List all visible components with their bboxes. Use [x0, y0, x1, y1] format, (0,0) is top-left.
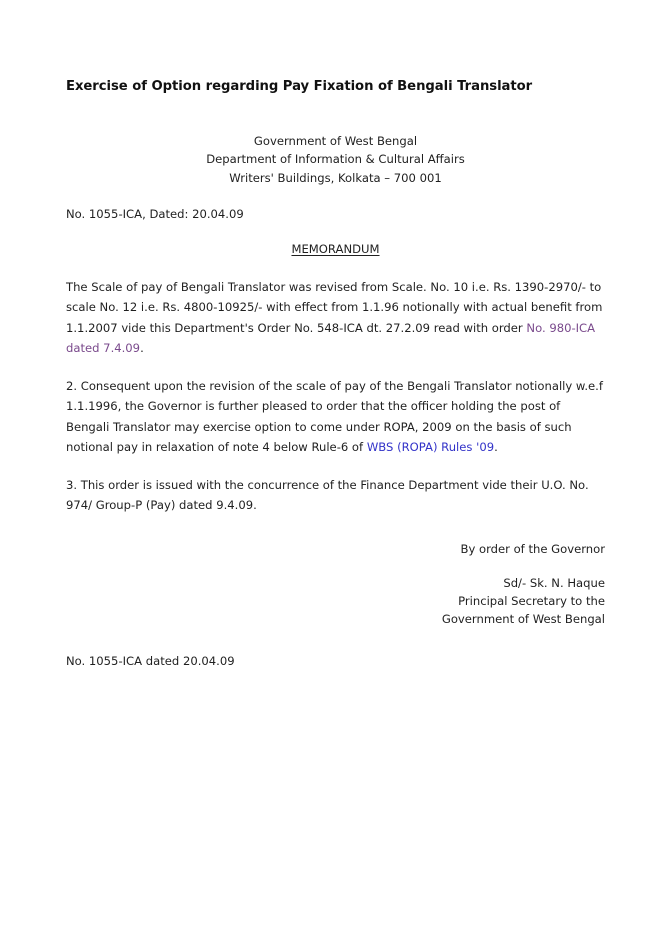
signature-spacer [66, 558, 605, 574]
paragraph-1-text-after-link: . [140, 341, 144, 356]
memo-reference-number: No. 1055-ICA, Dated: 20.04.09 [66, 206, 244, 221]
wbs-ropa-rules-link[interactable]: WBS (ROPA) Rules '09 [366, 440, 495, 455]
paragraph-2-text-before-link: 2. Consequent upon the revision of the scale of pay of the Bengali Translator notionally w.e.f 1.1.1996, the Governor is further pleased to order that the officer holding the post of Bengali Translator may exercise option to come under ROPA, 2009 on the basis of such notional pay in relaxation of note 4 below Rule-6 of [66, 378, 603, 455]
footer-reference-number: No. 1055-ICA dated 20.04.09 [66, 653, 235, 668]
letterhead-department: Department of Information & Cultural Affairs [206, 152, 465, 167]
page-title: Exercise of Option regarding Pay Fixation of Bengali Translator [66, 79, 533, 94]
letterhead-address: Writers' Buildings, Kolkata – 700 001 [229, 170, 442, 185]
signature-block [66, 516, 605, 628]
paragraph-1 [66, 258, 605, 359]
signature-name: Sd/- Sk. N. Haque [503, 575, 605, 590]
paragraph-1-text-before-link: The Scale of pay of Bengali Translator was revised from Scale. No. 10 i.e. Rs. 1390-2970/- to scale No. 12 i.e. Rs. 4800-10925/- with effect from 1.1.96 notionally with actual benefit from 1.1.2007 vide this Department's Order No. 548-ICA dt. 27.2.09 read with order [66, 279, 603, 335]
memorandum-heading [66, 223, 605, 258]
document-content [66, 0, 605, 670]
paragraph-2 [66, 359, 605, 458]
signature-designation: Principal Secretary to the [458, 593, 605, 608]
order-980-ica-link[interactable]: No. 980-ICA dated 7.4.09 [66, 320, 596, 356]
memorandum-heading-text: MEMORANDUM [291, 241, 380, 256]
letterhead-government: Government of West Bengal [253, 134, 418, 149]
letterhead-block [66, 95, 605, 187]
paragraph-3: 3. This order is issued with the concurrence of the Finance Department vide their U.O. No. 974/ Group-P (Pay) dated 9.4.09. [66, 477, 589, 513]
signature-by-order: By order of the Governor [460, 541, 605, 556]
signature-authority: Government of West Bengal [441, 611, 605, 626]
paragraph-2-text-after-link: . [494, 440, 498, 455]
